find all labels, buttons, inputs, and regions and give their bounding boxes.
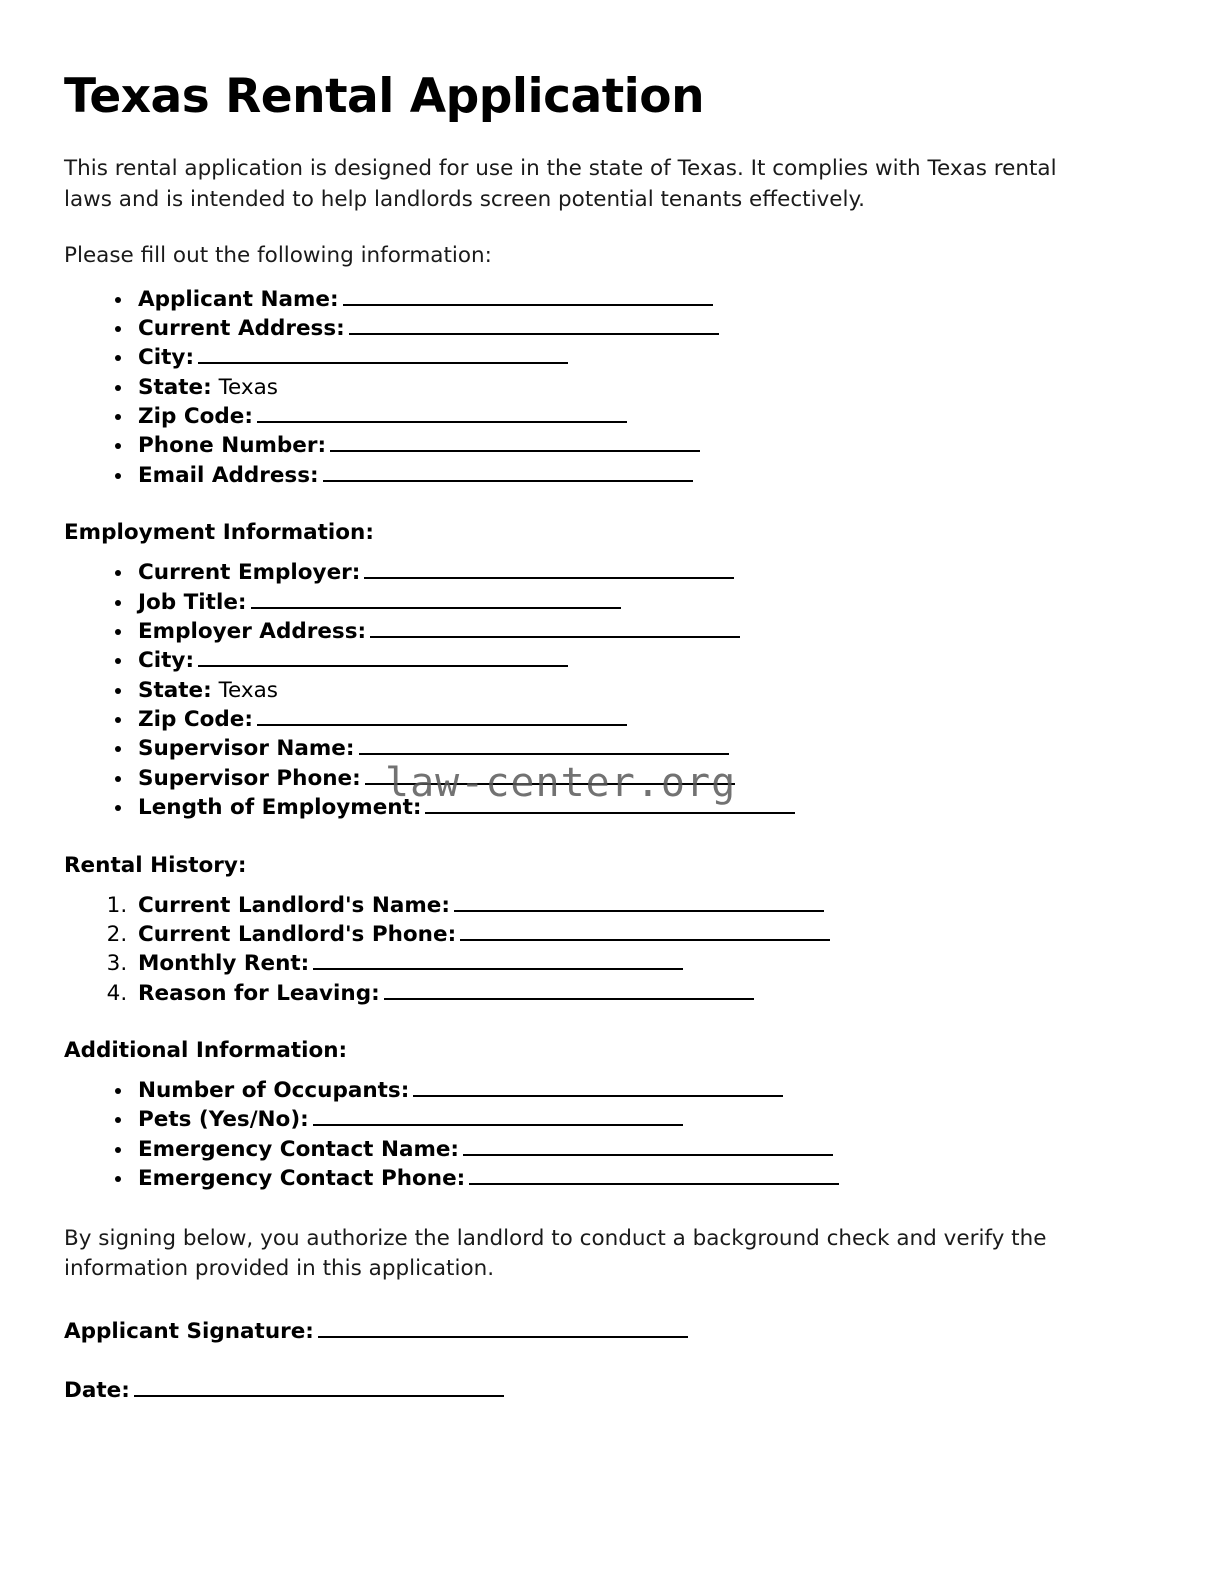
field-row — [134, 892, 1159, 920]
field-row — [134, 706, 1159, 734]
field-label: State: — [138, 374, 212, 400]
field-blank[interactable] — [343, 288, 713, 306]
authorization-paragraph: By signing below, you authorize the landlord to conduct a background check and verify the information provided in this application. — [64, 1225, 1047, 1282]
field-label: Job Title: — [138, 589, 247, 615]
field-blank[interactable] — [198, 649, 568, 667]
date-field[interactable] — [64, 1378, 1159, 1403]
field-row — [134, 765, 1159, 793]
field-blank[interactable] — [359, 737, 729, 755]
field-row — [134, 921, 1159, 949]
field-row — [134, 618, 1159, 646]
document-content — [64, 70, 1159, 1403]
field-row — [134, 1136, 1159, 1164]
field-row — [134, 462, 1159, 490]
field-value: Texas — [211, 374, 278, 400]
field-row — [134, 559, 1159, 587]
employment-fields-list — [64, 559, 1159, 822]
field-label: Current Landlord's Name: — [138, 892, 450, 918]
field-row — [134, 315, 1159, 343]
field-label: Zip Code: — [138, 707, 253, 733]
field-label: Supervisor Phone: — [138, 765, 361, 791]
field-blank[interactable] — [384, 982, 754, 1000]
field-blank[interactable] — [425, 796, 795, 814]
field-label: City: — [138, 345, 195, 371]
employment-section-heading: Employment Information: — [64, 520, 374, 546]
field-row — [134, 374, 1159, 402]
field-blank[interactable] — [364, 561, 734, 579]
field-label: State: — [138, 677, 212, 703]
field-label: Monthly Rent: — [138, 951, 310, 977]
field-row — [134, 344, 1159, 372]
additional-section-heading: Additional Information: — [64, 1038, 348, 1064]
additional-fields-list — [64, 1077, 1159, 1194]
watermark: law-center.org — [385, 760, 737, 806]
field-blank[interactable] — [460, 923, 830, 941]
applicant-fields-list — [64, 286, 1159, 491]
field-row — [134, 647, 1159, 675]
field-row — [134, 980, 1159, 1008]
field-blank[interactable] — [251, 591, 621, 609]
field-label: City: — [138, 648, 195, 674]
date-label: Date: — [64, 1377, 130, 1403]
field-blank[interactable] — [370, 620, 740, 638]
field-blank[interactable] — [469, 1167, 839, 1185]
field-row — [134, 1106, 1159, 1134]
field-label: Current Landlord's Phone: — [138, 921, 457, 947]
field-blank[interactable] — [463, 1138, 833, 1156]
page-title: Texas Rental Application — [64, 69, 705, 124]
instruction-paragraph: Please fill out the following information: — [64, 243, 492, 269]
field-label: Emergency Contact Name: — [138, 1136, 460, 1162]
field-label: Employer Address: — [138, 618, 367, 644]
rental-history-fields-list — [64, 892, 1159, 1009]
date-blank[interactable] — [134, 1379, 504, 1397]
applicant-signature-blank[interactable] — [318, 1320, 688, 1338]
field-row — [134, 677, 1159, 705]
field-row — [134, 589, 1159, 617]
field-blank[interactable] — [313, 952, 683, 970]
field-blank[interactable] — [349, 317, 719, 335]
field-value: Texas — [211, 677, 278, 703]
field-blank[interactable] — [413, 1079, 783, 1097]
field-row — [134, 950, 1159, 978]
field-label: Reason for Leaving: — [138, 980, 380, 1006]
field-blank[interactable] — [365, 767, 735, 785]
field-label: Length of Employment: — [138, 795, 422, 821]
field-blank[interactable] — [257, 405, 627, 423]
field-label: Current Address: — [138, 315, 345, 341]
intro-paragraph: This rental application is designed for use in the state of Texas. It complies with Texas rental laws and is intended to help landlords screen potential tenants effectively. — [64, 156, 1057, 212]
field-label: Number of Occupants: — [138, 1078, 410, 1104]
field-label: Current Employer: — [138, 560, 361, 586]
field-blank[interactable] — [257, 708, 627, 726]
field-blank[interactable] — [313, 1108, 683, 1126]
applicant-signature-label: Applicant Signature: — [64, 1318, 314, 1344]
field-blank[interactable] — [198, 346, 568, 364]
field-label: Pets (Yes/No): — [138, 1107, 309, 1133]
field-row — [134, 1077, 1159, 1105]
applicant-signature-field[interactable] — [64, 1319, 1159, 1344]
field-row — [134, 794, 1159, 822]
field-label: Phone Number: — [138, 433, 327, 459]
field-row — [134, 432, 1159, 460]
rental-history-section-heading: Rental History: — [64, 852, 247, 878]
field-label: Zip Code: — [138, 404, 253, 430]
field-row — [134, 286, 1159, 314]
field-row — [134, 735, 1159, 763]
field-blank[interactable] — [330, 434, 700, 452]
field-label: Supervisor Name: — [138, 736, 355, 762]
field-label: Email Address: — [138, 462, 319, 488]
field-label: Applicant Name: — [138, 286, 339, 312]
field-label: Emergency Contact Phone: — [138, 1166, 466, 1192]
field-row — [134, 403, 1159, 431]
field-row — [134, 1165, 1159, 1193]
field-blank[interactable] — [323, 464, 693, 482]
field-blank[interactable] — [454, 894, 824, 912]
